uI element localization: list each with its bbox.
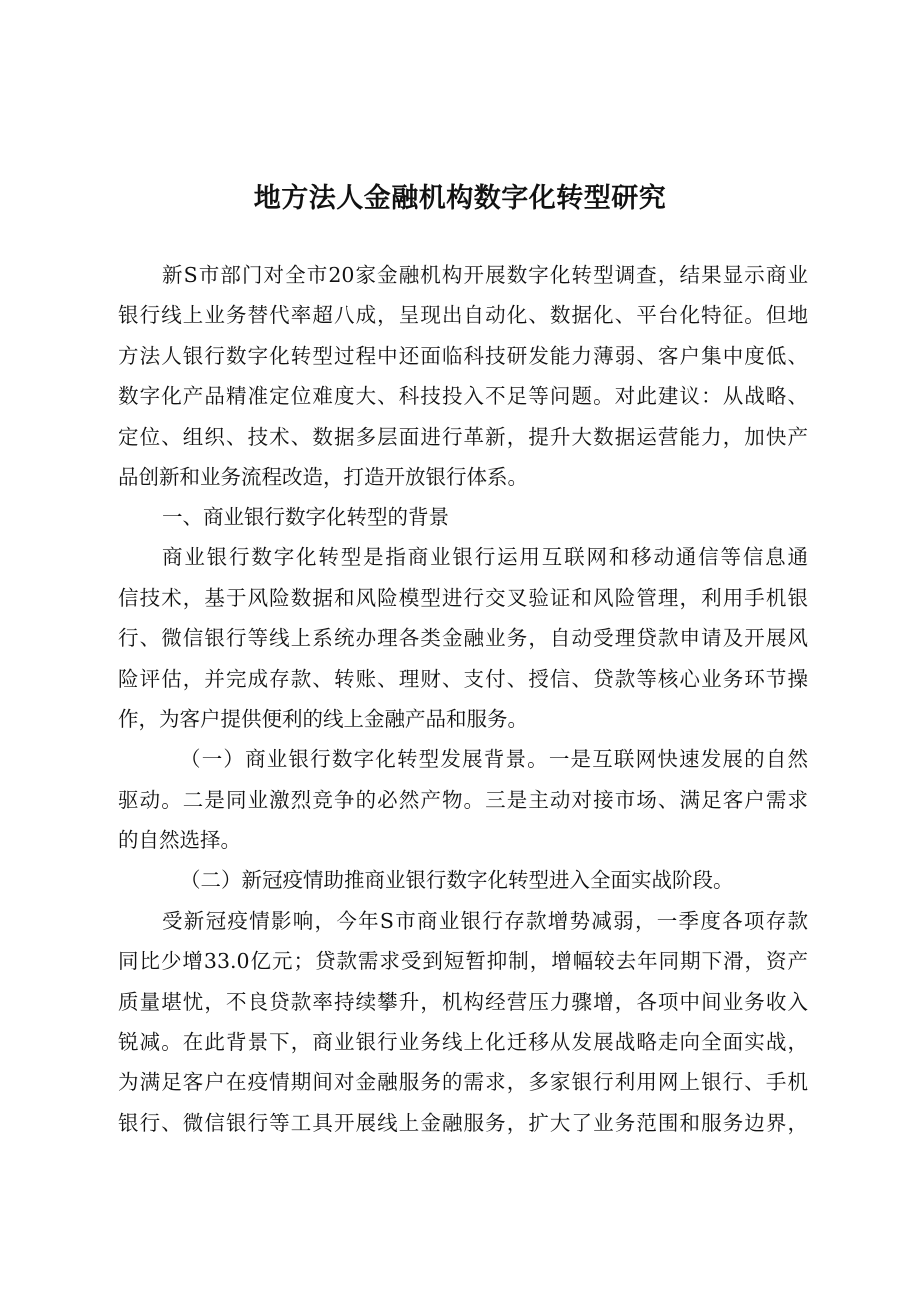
paragraph-line: 险评估，并完成存款、转账、理财、支付、授信、贷款等核心业务环节操 (118, 667, 808, 691)
paragraph-line: 银行线上业务替代率超八成，呈现出自动化、数据化、平台化特征。但地 (118, 303, 808, 327)
paragraph-line: 定位、组织、技术、数据多层面进行革新，提升大数据运营能力，加快产 (118, 425, 808, 449)
subsection-heading: （二）新冠疫情助推商业银行数字化转型进入全面实战阶段。 (180, 868, 734, 892)
document-title: 地方法人金融机构数字化转型研究 (253, 183, 667, 214)
paragraph-line: 行、微信银行等线上系统办理各类金融业务，自动受理贷款申请及开展风 (118, 626, 808, 650)
paragraph-line: 质量堪忧，不良贷款率持续攀升，机构经营压力骤增，各项中间业务收入 (118, 990, 808, 1014)
paragraph-line: 为满足客户在疫情期间对金融服务的需求，多家银行利用网上银行、手机 (118, 1070, 808, 1094)
paragraph-line: 商业银行数字化转型是指商业银行运用互联网和移动通信等信息通 (162, 545, 808, 569)
paragraph-line: 新S市部门对全市20家金融机构开展数字化转型调查，结果显示商业 (162, 263, 808, 287)
paragraph-line: 受新冠疫情影响，今年S市商业银行存款增势减弱，一季度各项存款 (162, 909, 808, 933)
paragraph-line: 作，为客户提供便利的线上金融产品和服务。 (118, 707, 528, 731)
paragraph-line: 同比少增33.0亿元；贷款需求受到短暂抑制，增幅较去年同期下滑，资产 (118, 949, 808, 973)
paragraph-line: 银行、微信银行等工具开展线上金融服务，扩大了业务范围和服务边界， (118, 1111, 808, 1135)
paragraph-line: 锐减。在此背景下，商业银行业务线上化迁移从发展战略走向全面实战， (118, 1030, 808, 1054)
paragraph-line: 信技术，基于风险数据和风险模型进行交叉验证和风险管理，利用手机银 (118, 586, 808, 610)
paragraph-line: 方法人银行数字化转型过程中还面临科技研发能力薄弱、客户集中度低、 (118, 344, 808, 368)
subsection-line: （一）商业银行数字化转型发展背景。一是互联网快速发展的自然 (180, 747, 808, 771)
paragraph-line: 数字化产品精准定位难度大、科技投入不足等问题。对此建议：从战略、 (118, 384, 808, 408)
paragraph-line: 驱动。二是同业激烈竞争的必然产物。三是主动对接市场、满足客户需求 (118, 788, 808, 812)
paragraph-line: 品创新和业务流程改造，打造开放银行体系。 (118, 465, 528, 489)
paragraph-line: 的自然选择。 (118, 828, 241, 852)
section-heading: 一、商业银行数字化转型的背景 (162, 505, 449, 529)
